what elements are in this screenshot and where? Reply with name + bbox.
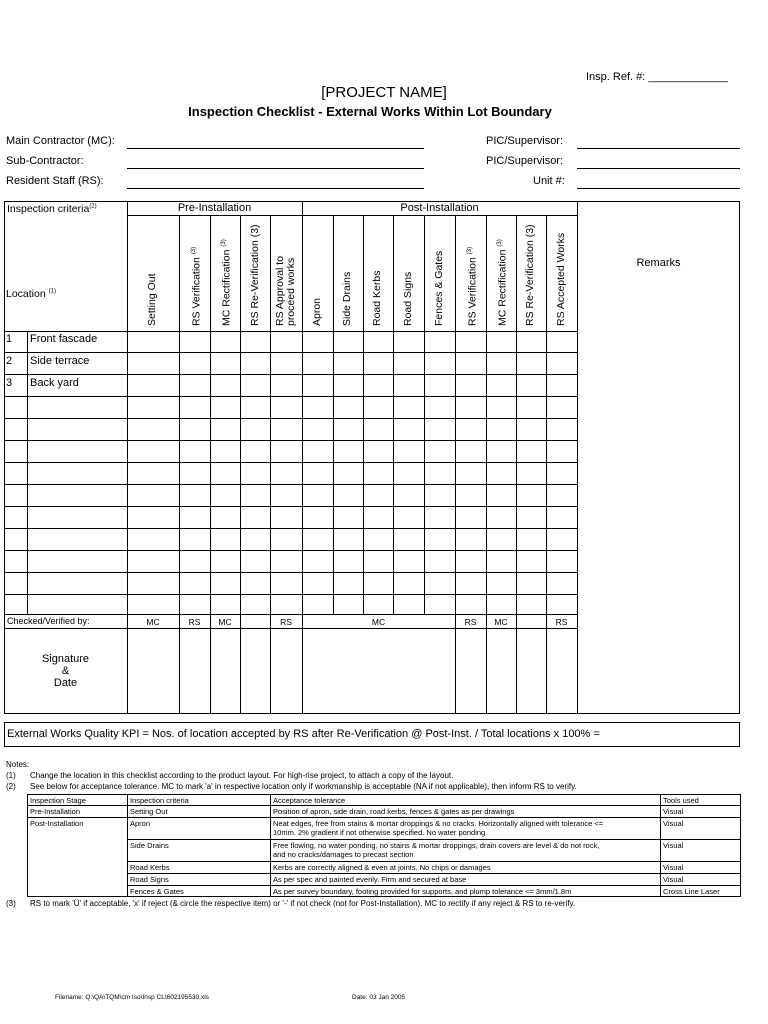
col-apron: Apron: [311, 297, 323, 326]
checked-rs: RS: [555, 617, 568, 627]
col-fences-gates: Fences & Gates: [433, 250, 445, 326]
col-pre-rs-verification: RS Verification $^{(3)}$: [190, 246, 203, 326]
unit-label: Unit #:: [533, 175, 565, 187]
inspection-ref: Insp. Ref. #: _____________: [586, 71, 728, 83]
tolerance-tool: Visual: [663, 819, 684, 828]
checked-rs: RS: [280, 617, 292, 627]
checked-mc: MC: [494, 617, 508, 627]
col-setting-out: Setting Out: [146, 273, 158, 326]
note-2: See below for acceptance tolerance. MC to mark 'a' in respective location only if workmanship is acceptable (NA if not applicable), then inform RS to verify.: [30, 782, 577, 791]
note-2-number: (2): [6, 782, 16, 791]
checked-rs: RS: [464, 617, 477, 627]
sub-contractor-label: Sub-Contractor:: [6, 155, 84, 167]
tolerance-text: Free flowing, no water ponding, no stains & mortar droppings, drain covers are level & do not rock,: [273, 841, 600, 850]
checked-verified-label: Checked/Verified by:: [7, 616, 90, 626]
row-number: 1: [6, 333, 13, 345]
col-side-drains: Side Drains: [341, 271, 353, 326]
col-pre-mc-rectification: MC Rectification $^{(3)}$: [220, 239, 233, 326]
tolerance-tool: Visual: [663, 875, 684, 884]
tolerance-text: Position of apron, side drain, road kerbs, fences & gates as per drawings: [273, 807, 515, 816]
kpi-formula: External Works Quality KPI = Nos. of location accepted by RS after Re-Verification @ Post-Inst. / Total locations x 100% =: [7, 728, 600, 740]
footer-filename: Filename: Q:\QA\TQM\cm Iso\Insp CL\602195530.xls: [55, 994, 209, 1001]
inspection-criteria-header: Inspection criteria$^{(2)}$: [7, 203, 97, 215]
location-header: Location $^{(1)}$: [6, 288, 56, 300]
tolerance-criteria: Side Drains: [130, 841, 169, 850]
tolerance-tool: Visual: [663, 841, 684, 850]
tolerance-criteria: Road Signs: [130, 875, 169, 884]
tolerance-text: As per survey boundary, footing provided for supports, and plump tolerance <= 3mm/1.8m: [273, 887, 572, 896]
location-front-fascade: Front fascade: [30, 333, 98, 345]
tolerance-criteria: Apron: [130, 819, 151, 828]
pic-supervisor-label-2: PIC/Supervisor:: [486, 155, 564, 167]
tolerance-header-tools: Tools used: [663, 796, 699, 805]
tolerance-text-continued: 10mm. 2% gradient if not otherwise specified. No water ponding: [273, 828, 486, 837]
note-3-number: (3): [6, 899, 16, 908]
footer-date: Date: 03 Jan 2005: [352, 994, 406, 1001]
col-post-rs-verification: RS Verification $^{(3)}$: [466, 246, 479, 326]
project-name: [PROJECT NAME]: [321, 84, 447, 101]
col-road-signs: Road Signs: [402, 271, 414, 326]
tolerance-stage: Pre-Installation: [30, 807, 81, 816]
location-side-terrace: Side terrace: [30, 355, 90, 367]
pic-supervisor-label-1: PIC/Supervisor:: [486, 135, 564, 147]
tolerance-criteria: Setting Out: [130, 807, 168, 816]
post-installation-header: Post-Installation: [400, 202, 479, 214]
note-1: Change the location in this checklist according to the product layout. For high-rise project, to attach a copy of the layout.: [30, 771, 454, 780]
tolerance-text-continued: and no cracks/damages to precast section: [273, 850, 414, 859]
tolerance-stage: Post-Installation: [30, 819, 84, 828]
note-1-number: (1): [6, 771, 16, 780]
page-title: Inspection Checklist - External Works Within Lot Boundary: [188, 104, 552, 119]
col-pre-rs-reverification: RS Re-Verification (3): [249, 224, 261, 326]
notes-title: Notes:: [6, 760, 30, 769]
row-number: 3: [6, 377, 13, 389]
resident-staff-label: Resident Staff (RS):: [6, 175, 104, 187]
tolerance-criteria: Road Kerbs: [130, 863, 170, 872]
tolerance-text: Kerbs are correctly aligned & even at joints. No chips or damages: [273, 863, 491, 872]
checked-mc: MC: [146, 617, 160, 627]
tolerance-header-stage: Inspection Stage: [30, 796, 86, 805]
checked-mc: MC: [371, 617, 386, 627]
col-rs-accepted-works: RS Accepted Works: [555, 232, 567, 326]
col-rs-approval: RS Approval to proceed works: [274, 255, 297, 326]
checked-mc: MC: [218, 617, 232, 627]
checked-rs: RS: [188, 617, 201, 627]
main-contractor-label: Main Contractor (MC):: [6, 135, 115, 147]
tolerance-criteria: Fences & Gates: [130, 887, 184, 896]
note-3: RS to mark 'Ü' if acceptable, 'x' if reject (& circle the respective item) or '-' if not check (not for Post-Installation). MC to rectify if any reject & RS to re-verify.: [30, 899, 576, 908]
tolerance-tool: Visual: [663, 807, 684, 816]
location-back-yard: Back yard: [30, 377, 79, 389]
col-road-kerbs: Road Kerbs: [371, 270, 383, 326]
tolerance-tool: Cross Line Laser: [663, 887, 720, 896]
signature-date-label: Signature & Date: [41, 653, 90, 689]
pre-installation-header: Pre-Installation: [177, 202, 252, 214]
tolerance-tool: Visual: [663, 863, 684, 872]
tolerance-header-acceptance: Acceptance tolerance: [273, 796, 346, 805]
tolerance-header-criteria: Inspection criteria: [130, 796, 189, 805]
tolerance-text: Neat edges, free from stains & mortar droppings & no cracks. Horizontally aligned with tolerance <=: [273, 819, 604, 828]
tolerance-text: As per spec and painted evenly. Firm and secured at base: [273, 875, 467, 884]
col-post-mc-rectification: MC Rectification $^{(3)}$: [496, 239, 509, 326]
col-post-rs-reverification: RS Re-Verification (3): [524, 224, 536, 326]
row-number: 2: [6, 355, 13, 367]
remarks-header: Remarks: [636, 257, 681, 269]
